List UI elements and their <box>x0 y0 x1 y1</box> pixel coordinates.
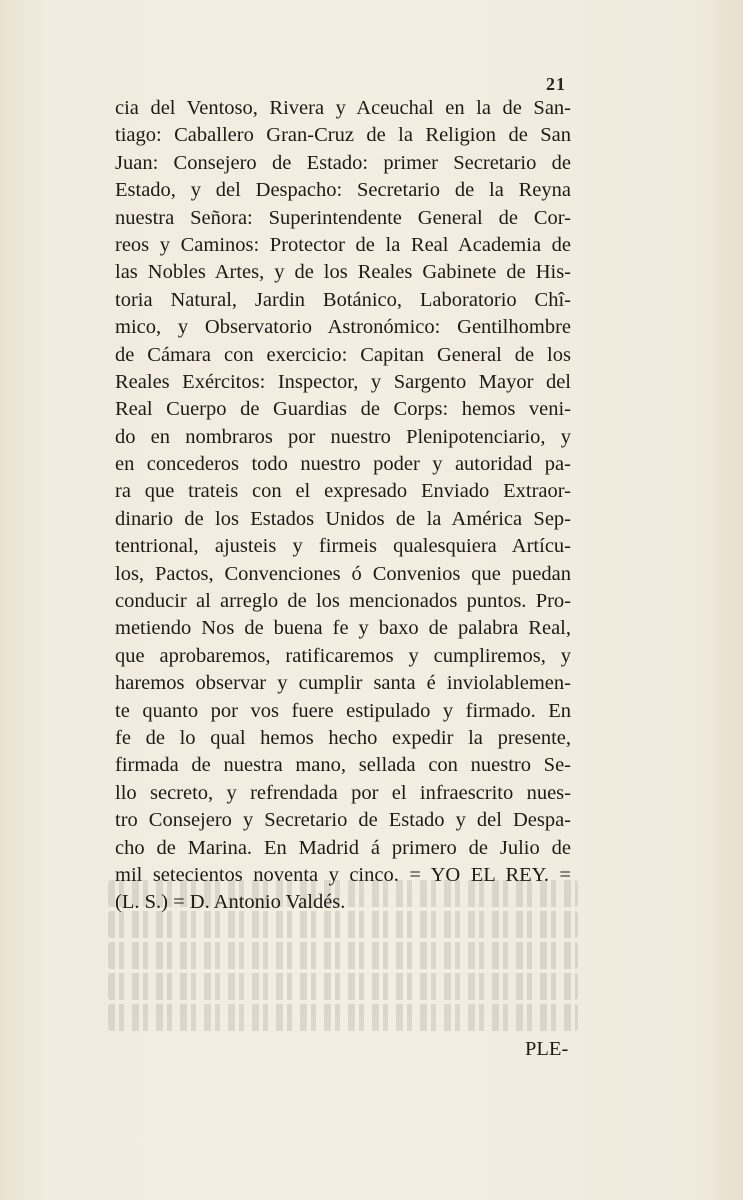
text-line: haremos observar y cumplir santa é inviolablemen- <box>115 672 571 695</box>
text-line: fe de lo qual hemos hecho expedir la presente, <box>115 726 571 749</box>
text-line: toria Natural, Jardin Botánico, Laboratorio Chî- <box>115 288 571 311</box>
catchword: PLE- <box>525 1038 569 1060</box>
text-line: mico, y Observatorio Astronómico: Gentilhombre <box>115 316 571 339</box>
text-line: mil setecientos noventa y cinco. = YO EL REY. = <box>115 863 571 886</box>
text-line: Juan: Consejero de Estado: primer Secretario de <box>115 151 571 174</box>
body-text <box>115 95 571 917</box>
text-line: tro Consejero y Secretario de Estado y del Despa- <box>115 809 571 832</box>
text-line: ra que trateis con el expresado Enviado Extraor- <box>115 480 571 503</box>
text-line: llo secreto, y refrendada por el infraescrito nues- <box>115 781 571 804</box>
text-line: los, Pactos, Convenciones ó Convenios que puedan <box>115 562 571 585</box>
text-line: tentrional, ajusteis y firmeis qualesquiera Artícu- <box>115 535 571 558</box>
text-line: te quanto por vos fuere estipulado y firmado. En <box>115 699 571 722</box>
text-line: cho de Marina. En Madrid á primero de Julio de <box>115 836 571 859</box>
text-line: firmada de nuestra mano, sellada con nuestro Se- <box>115 754 571 777</box>
text-line: do en nombraros por nuestro Plenipotenciario, y <box>115 425 571 448</box>
text-line: que aprobaremos, ratificaremos y cumpliremos, y <box>115 644 571 667</box>
text-line: tiago: Caballero Gran-Cruz de la Religion de San <box>115 124 571 147</box>
text-line: (L. S.) = D. Antonio Valdés. <box>115 891 346 914</box>
text-line: nuestra Señora: Superintendente General de Cor- <box>115 206 571 229</box>
text-line: Reales Exércitos: Inspector, y Sargento Mayor del <box>115 370 571 393</box>
text-line: Real Cuerpo de Guardias de Corps: hemos veni- <box>115 398 571 421</box>
text-line: reos y Caminos: Protector de la Real Academia de <box>115 233 571 256</box>
text-line: de Cámara con exercicio: Capitan General de los <box>115 343 571 366</box>
text-line: las Nobles Artes, y de los Reales Gabinete de His- <box>115 261 571 284</box>
text-line: en concederos todo nuestro poder y autoridad pa- <box>115 453 571 476</box>
text-line: dinario de los Estados Unidos de la América Sep- <box>115 507 571 530</box>
text-line: cia del Ventoso, Rivera y Aceuchal en la de San- <box>115 97 571 119</box>
text-line: metiendo Nos de buena fe y baxo de palabra Real, <box>115 617 571 640</box>
text-line: Estado, y del Despacho: Secretario de la Reyna <box>115 179 571 202</box>
text-line: conducir al arreglo de los mencionados puntos. Pro- <box>115 590 571 613</box>
page-number: 21 <box>546 74 566 94</box>
